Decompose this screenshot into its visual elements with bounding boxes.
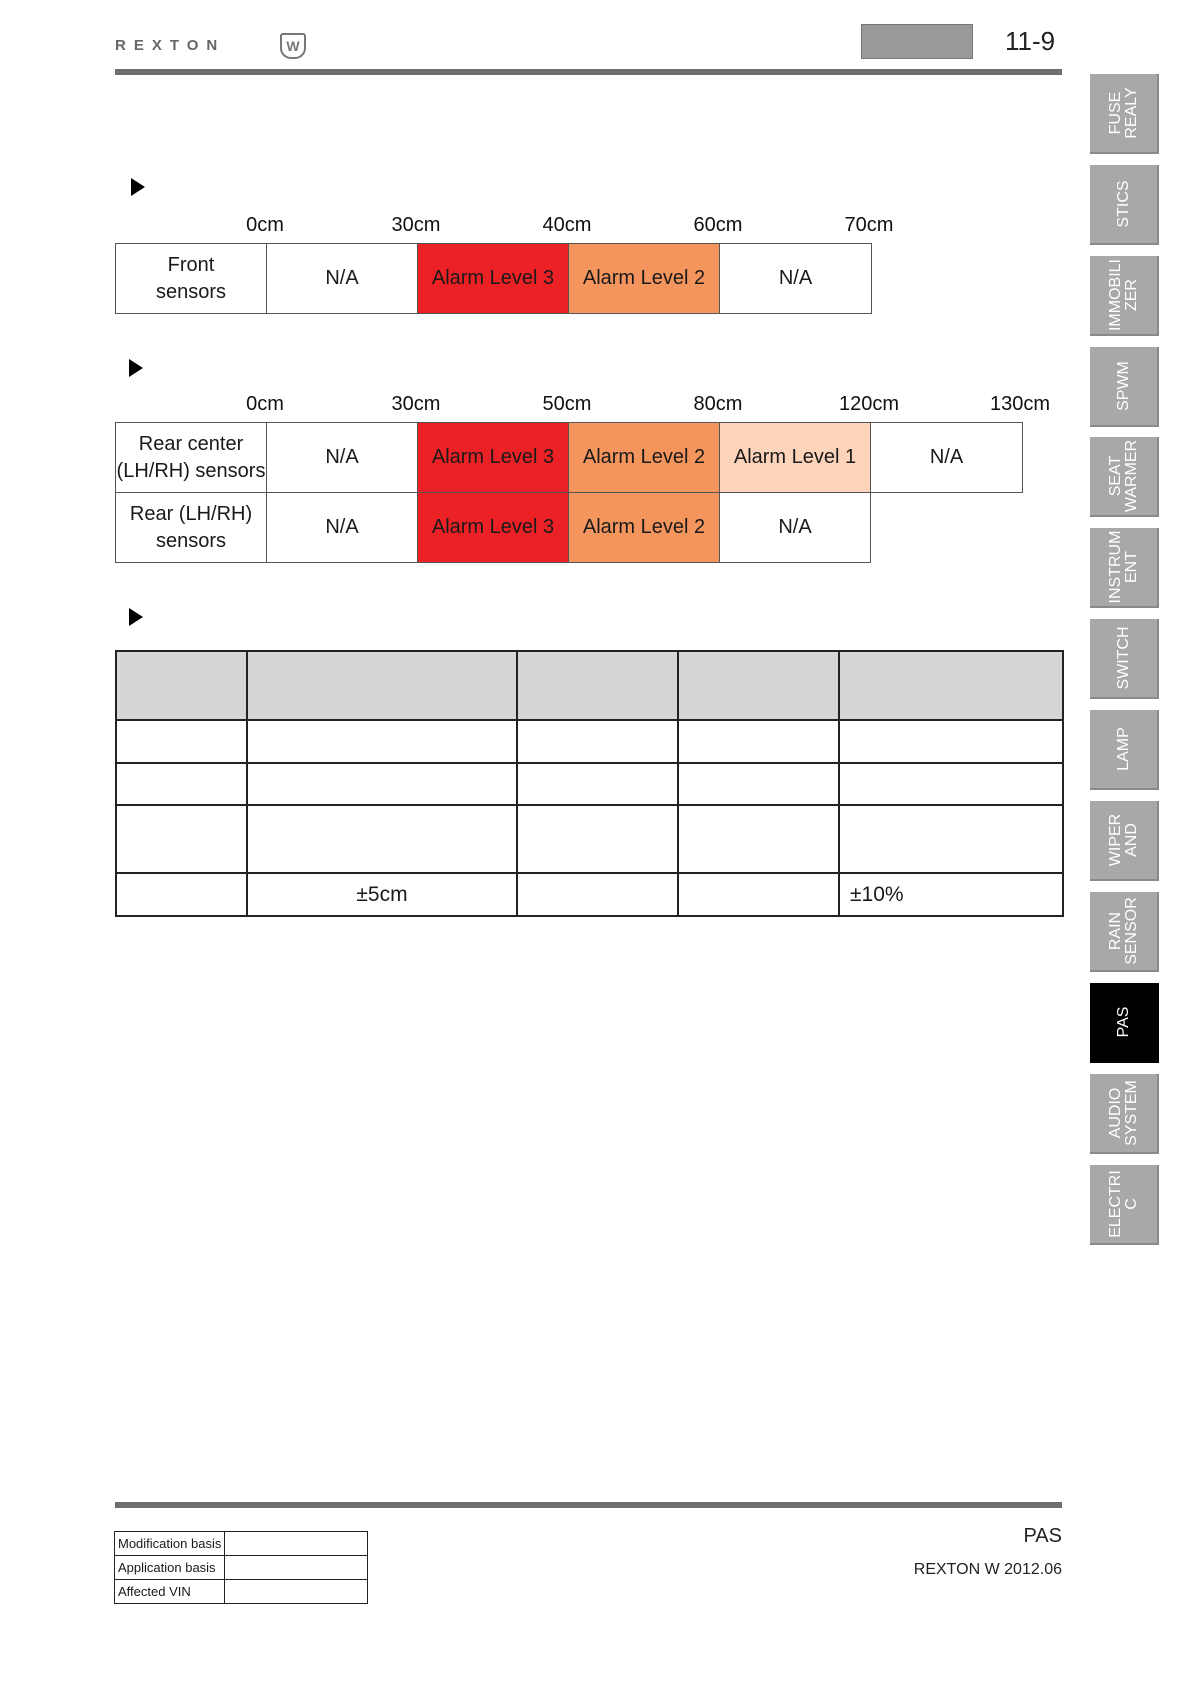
- meta-label: Modification basis: [115, 1532, 225, 1556]
- distance-label: 30cm: [391, 214, 441, 236]
- header-cell: [517, 651, 678, 720]
- side-tab-fuse-realy[interactable]: [1090, 74, 1159, 154]
- side-tab-label: PAS: [1114, 1006, 1132, 1038]
- side-tab-audio-system[interactable]: [1090, 1074, 1159, 1154]
- empty-cell: [871, 493, 1023, 563]
- header-cell: [247, 651, 517, 720]
- side-tab-spwm[interactable]: [1090, 347, 1159, 427]
- range-cell-alarm-2: Alarm Level 2: [569, 244, 720, 314]
- distance-label: 30cm: [391, 393, 441, 415]
- table-cell: [678, 720, 839, 763]
- side-tab-stics[interactable]: [1090, 165, 1159, 245]
- distance-label: 40cm: [542, 214, 592, 236]
- side-tab-label: FUSE REALY: [1106, 87, 1140, 139]
- table-cell: [116, 805, 247, 873]
- side-tab-label: WIPER AND: [1106, 813, 1140, 867]
- side-tab-immobilizer[interactable]: [1090, 256, 1159, 336]
- side-tab-label: RAIN SENSOR: [1106, 897, 1140, 965]
- meta-label: Application basis: [115, 1556, 225, 1580]
- range-cell-alarm-3: Alarm Level 3: [418, 244, 569, 314]
- range-cell-alarm-1: Alarm Level 1: [720, 423, 871, 493]
- distance-label: 80cm: [693, 393, 743, 415]
- table-row: [116, 763, 1063, 805]
- side-tab-label: LAMP: [1114, 727, 1132, 771]
- page-marker-box: [861, 24, 973, 59]
- tolerance-distance-cell: ±5cm: [247, 873, 517, 916]
- side-tab-electric[interactable]: [1090, 1165, 1159, 1245]
- bullet-arrow-icon: [131, 178, 145, 196]
- header-cell: [678, 651, 839, 720]
- table-row: [116, 720, 1063, 763]
- side-tab-lamp[interactable]: [1090, 710, 1159, 790]
- table-cell: [247, 720, 517, 763]
- bullet-arrow-icon: [129, 608, 143, 626]
- page-number: 11-9: [1005, 26, 1056, 56]
- table-row: [116, 244, 872, 314]
- table-cell: [116, 763, 247, 805]
- row-label: [116, 493, 267, 563]
- header-rule: [115, 69, 1062, 75]
- table-row: [115, 1556, 368, 1580]
- range-cell-alarm-2: Alarm Level 2: [569, 493, 720, 563]
- row-label-line: sensors: [155, 529, 227, 552]
- spec-table: [115, 650, 1064, 917]
- table-row: [115, 1532, 368, 1556]
- meta-value: [225, 1556, 368, 1580]
- side-tab-label: IMMOBILI ZER: [1106, 258, 1140, 332]
- side-tab-label: SEAT WARMER: [1106, 439, 1140, 513]
- row-label-line: Rear center: [138, 432, 244, 455]
- table-row: [116, 805, 1063, 873]
- table-row: [115, 1580, 368, 1604]
- brand-logo: [115, 30, 305, 60]
- side-tab-seat-warmer[interactable]: [1090, 437, 1159, 517]
- tolerance-percent-cell: ±10%: [839, 873, 1063, 916]
- table-cell: [678, 873, 839, 916]
- side-tab-wiper-and[interactable]: [1090, 801, 1159, 881]
- row-label-line: (LH/RH) sensors: [116, 459, 266, 482]
- range-cell: N/A: [267, 244, 418, 314]
- meta-value: [225, 1580, 368, 1604]
- side-tab-label: INSTRUM ENT: [1106, 530, 1140, 604]
- side-tab-instrument[interactable]: [1090, 528, 1159, 608]
- side-tab-pas[interactable]: [1090, 983, 1159, 1063]
- row-label-line: sensors: [155, 280, 227, 303]
- meta-label: Affected VIN: [115, 1580, 225, 1604]
- distance-label: 50cm: [542, 393, 592, 415]
- distance-label: 70cm: [844, 214, 894, 236]
- logo-badge-icon: W: [280, 33, 306, 59]
- table-cell: [839, 763, 1063, 805]
- side-tab-label: SWITCH: [1114, 626, 1132, 690]
- table-cell: [678, 763, 839, 805]
- distance-label: 130cm: [989, 393, 1051, 415]
- footer-rule: [115, 1502, 1062, 1508]
- table-row: [116, 873, 1063, 916]
- range-cell-alarm-2: Alarm Level 2: [569, 423, 720, 493]
- table-cell: [247, 763, 517, 805]
- front-range-table: [115, 243, 872, 314]
- distance-label: 0cm: [246, 214, 284, 236]
- range-cell: N/A: [720, 493, 871, 563]
- row-label-line: Rear (LH/RH): [129, 502, 253, 525]
- range-cell: N/A: [267, 493, 418, 563]
- revision-meta-table: [114, 1531, 368, 1604]
- table-cell: [839, 805, 1063, 873]
- range-cell: N/A: [720, 244, 872, 314]
- distance-label: 120cm: [838, 393, 900, 415]
- header-cell: [116, 651, 247, 720]
- range-cell: N/A: [871, 423, 1023, 493]
- side-tab-label: SPWM: [1114, 361, 1132, 411]
- table-cell: [678, 805, 839, 873]
- footer-model-text: REXTON W 2012.06: [913, 1561, 1062, 1578]
- side-tab-label: STICS: [1114, 180, 1132, 228]
- distance-label: 60cm: [693, 214, 743, 236]
- side-tab-switch[interactable]: [1090, 619, 1159, 699]
- table-cell: [517, 720, 678, 763]
- range-cell-alarm-3: Alarm Level 3: [418, 423, 569, 493]
- header-cell: [839, 651, 1063, 720]
- table-cell: [517, 763, 678, 805]
- table-cell: [247, 805, 517, 873]
- bullet-arrow-icon: [129, 359, 143, 377]
- footer-section-title: PAS: [1023, 1525, 1062, 1547]
- rear-range-table: [115, 422, 1023, 563]
- distance-label: 0cm: [246, 393, 284, 415]
- side-tab-label: AUDIO SYSTEM: [1106, 1080, 1140, 1146]
- side-tab-rain-sensor[interactable]: [1090, 892, 1159, 972]
- table-cell: [839, 720, 1063, 763]
- table-cell: [517, 873, 678, 916]
- row-label-line: Front: [167, 253, 215, 276]
- range-cell: N/A: [267, 423, 418, 493]
- range-cell-alarm-3: Alarm Level 3: [418, 493, 569, 563]
- table-cell: [116, 873, 247, 916]
- table-row: [116, 423, 1023, 493]
- row-label: [116, 244, 267, 314]
- table-header-row: [116, 651, 1063, 720]
- table-cell: [116, 720, 247, 763]
- meta-value: [225, 1532, 368, 1556]
- table-cell: [517, 805, 678, 873]
- side-tab-label: ELECTRI C: [1106, 1170, 1140, 1238]
- row-label: [116, 423, 267, 493]
- table-row: [116, 493, 1023, 563]
- logo-text: REXTON: [115, 37, 226, 54]
